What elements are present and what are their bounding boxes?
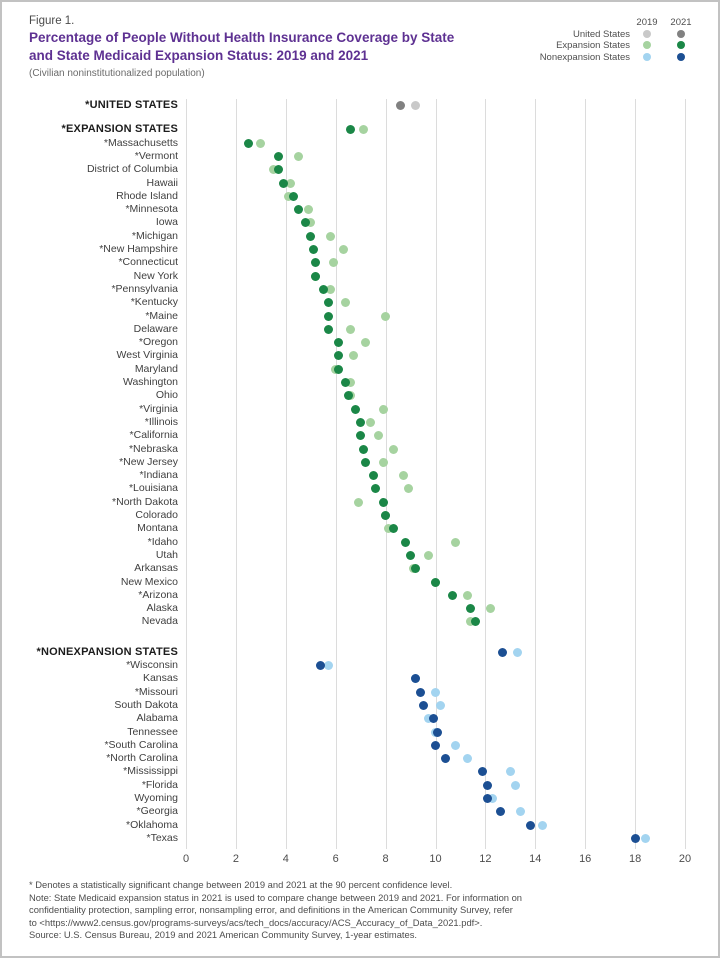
2021-dot bbox=[324, 312, 333, 321]
2019-dot bbox=[404, 484, 413, 493]
2019-dot bbox=[256, 139, 265, 148]
row-label: *Wisconsin bbox=[126, 659, 178, 671]
2021-dot bbox=[431, 741, 440, 750]
x-tick-8: 8 bbox=[382, 853, 389, 865]
2019-dot bbox=[381, 312, 390, 321]
2021-dot bbox=[289, 192, 298, 201]
state-row bbox=[22, 699, 712, 712]
2019-dot bbox=[374, 431, 383, 440]
2021-dot bbox=[441, 754, 450, 763]
2019-dot bbox=[379, 405, 388, 414]
2019-dot bbox=[516, 807, 525, 816]
row-label: *South Carolina bbox=[104, 738, 178, 751]
2019-dot bbox=[341, 298, 350, 307]
2019-dot bbox=[431, 688, 440, 697]
figure-title-line1: Percentage of People Without Health Insurance Coverage by State bbox=[29, 30, 455, 45]
2019-dot bbox=[511, 781, 520, 790]
state-row bbox=[22, 416, 712, 429]
state-row bbox=[22, 672, 712, 685]
state-row bbox=[22, 615, 712, 628]
state-row bbox=[22, 602, 712, 615]
state-row bbox=[22, 310, 712, 323]
legend-dot-cell bbox=[664, 29, 698, 41]
footnote-note-line1: Note: State Medicaid expansion status in 2021 is used to compare change between 2019 and 2021. For information on bbox=[29, 891, 523, 903]
legend-2021-dot bbox=[677, 30, 685, 38]
2021-dot bbox=[334, 351, 343, 360]
state-row bbox=[22, 832, 712, 845]
footnote-source: Source: U.S. Census Bureau, 2019 and 2021 American Community Survey, 1-year estimates. bbox=[29, 929, 418, 941]
state-row bbox=[22, 792, 712, 805]
2019-dot bbox=[354, 498, 363, 507]
row-label: *Connecticut bbox=[118, 256, 178, 269]
x-tick-14: 14 bbox=[529, 853, 542, 865]
2021-dot bbox=[526, 821, 535, 830]
2021-dot bbox=[411, 674, 420, 683]
legend-label-0: United States bbox=[572, 28, 630, 40]
row-label: *Mississippi bbox=[123, 765, 178, 778]
2021-dot bbox=[401, 538, 410, 547]
2019-dot bbox=[359, 125, 368, 134]
footnotes bbox=[29, 879, 669, 942]
row-label: Tennessee bbox=[127, 725, 178, 738]
row-label: Colorado bbox=[135, 509, 178, 521]
legend-label-2: Nonexpansion States bbox=[539, 51, 630, 63]
2021-dot bbox=[471, 617, 480, 626]
2021-dot bbox=[466, 604, 475, 613]
2021-dot bbox=[371, 484, 380, 493]
row-label: *Florida bbox=[141, 778, 178, 791]
state-row bbox=[22, 403, 712, 416]
row-label: District of Columbia bbox=[86, 163, 178, 176]
state-row bbox=[22, 739, 712, 752]
row-label: New York bbox=[133, 269, 178, 282]
legend-dot-cell bbox=[664, 52, 698, 64]
chart bbox=[22, 99, 712, 889]
state-row bbox=[22, 230, 712, 243]
2021-dot bbox=[431, 578, 440, 587]
2019-dot bbox=[366, 418, 375, 427]
state-row bbox=[22, 270, 712, 283]
state-row bbox=[22, 686, 712, 699]
2021-dot bbox=[433, 728, 442, 737]
2021-dot bbox=[429, 714, 438, 723]
figure-title-line2: and State Medicaid Expansion Status: 2019 and 2021 bbox=[29, 48, 369, 63]
state-row bbox=[22, 296, 712, 309]
x-tick-10: 10 bbox=[429, 853, 442, 865]
state-row bbox=[22, 203, 712, 216]
state-row bbox=[22, 765, 712, 778]
2021-dot bbox=[483, 781, 492, 790]
state-row bbox=[22, 536, 712, 549]
row-label: *Indiana bbox=[139, 469, 178, 482]
section-row bbox=[22, 123, 712, 136]
2019-dot bbox=[339, 245, 348, 254]
row-label: Maryland bbox=[134, 362, 178, 375]
2019-dot bbox=[486, 604, 495, 613]
2021-dot bbox=[279, 179, 288, 188]
2021-dot bbox=[346, 125, 355, 134]
2021-dot bbox=[406, 551, 415, 560]
row-label: *Minnesota bbox=[125, 203, 178, 216]
state-row bbox=[22, 216, 712, 229]
2019-dot bbox=[424, 551, 433, 560]
footnote-note-line2: confidentiality protection, sampling error, nonsampling error, and definitions in the American Community Survey, refer bbox=[29, 904, 513, 916]
state-row bbox=[22, 659, 712, 672]
2021-dot bbox=[381, 511, 390, 520]
legend-dot-cell bbox=[630, 52, 664, 64]
state-row bbox=[22, 589, 712, 602]
row-label: *Texas bbox=[146, 831, 178, 844]
row-label: *New Hampshire bbox=[99, 243, 178, 255]
2021-dot bbox=[396, 101, 405, 110]
state-row bbox=[22, 562, 712, 575]
state-row bbox=[22, 376, 712, 389]
state-row bbox=[22, 137, 712, 150]
state-row bbox=[22, 522, 712, 535]
row-label: *Maine bbox=[145, 309, 178, 322]
row-label: *EXPANSION STATES bbox=[61, 123, 178, 136]
row-label: *Missouri bbox=[134, 685, 178, 698]
2021-dot bbox=[356, 431, 365, 440]
row-label: *NONEXPANSION STATES bbox=[36, 645, 178, 658]
row-label: Alaska bbox=[146, 602, 178, 615]
row-label: *Georgia bbox=[136, 805, 178, 818]
2019-dot bbox=[379, 458, 388, 467]
state-row bbox=[22, 443, 712, 456]
2021-dot bbox=[319, 285, 328, 294]
row-label: *Oregon bbox=[138, 336, 178, 349]
2019-dot bbox=[538, 821, 547, 830]
2019-dot bbox=[463, 591, 472, 600]
row-label: Washington bbox=[122, 376, 178, 388]
2021-dot bbox=[411, 564, 420, 573]
2019-dot bbox=[641, 834, 650, 843]
legend-label-1: Expansion States bbox=[556, 40, 630, 51]
2019-dot bbox=[304, 205, 313, 214]
2019-dot bbox=[451, 741, 460, 750]
2021-dot bbox=[324, 298, 333, 307]
2021-dot bbox=[309, 245, 318, 254]
2021-dot bbox=[419, 701, 428, 710]
2019-dot bbox=[399, 471, 408, 480]
row-label: *California bbox=[129, 429, 178, 442]
footnote-note-line3: to <https://www2.census.gov/programs-surveys/acs/tech_docs/accuracy/ACS_Accuracy_of_Data_2021.pdf>. bbox=[29, 916, 483, 928]
legend-dot-cell bbox=[630, 29, 664, 41]
row-label: Rhode Island bbox=[116, 189, 178, 202]
row-label: *North Dakota bbox=[112, 495, 178, 508]
legend-2019-dot bbox=[643, 41, 651, 49]
x-tick-18: 18 bbox=[628, 853, 642, 865]
2019-dot bbox=[389, 445, 398, 454]
row-label: *Arizona bbox=[138, 588, 178, 601]
state-row bbox=[22, 336, 712, 349]
state-row bbox=[22, 819, 712, 832]
2021-dot bbox=[448, 591, 457, 600]
state-row bbox=[22, 349, 712, 362]
row-label: Montana bbox=[137, 522, 178, 535]
figure-subtitle: (Civilian noninstitutionalized population) bbox=[29, 68, 205, 79]
2021-dot bbox=[356, 418, 365, 427]
2019-dot bbox=[361, 338, 370, 347]
row-label: Hawaii bbox=[146, 176, 178, 189]
row-label: *Louisiana bbox=[128, 482, 178, 495]
2021-dot bbox=[416, 688, 425, 697]
2021-dot bbox=[369, 471, 378, 480]
2019-dot bbox=[294, 152, 303, 161]
2019-dot bbox=[463, 754, 472, 763]
state-row bbox=[22, 549, 712, 562]
state-row bbox=[22, 509, 712, 522]
row-label: *UNITED STATES bbox=[85, 99, 178, 111]
x-tick-2: 2 bbox=[232, 853, 239, 865]
legend bbox=[540, 17, 698, 63]
state-row bbox=[22, 243, 712, 256]
x-tick-0: 0 bbox=[182, 853, 190, 865]
2021-dot bbox=[316, 661, 325, 670]
state-row bbox=[22, 456, 712, 469]
row-label: *Nebraska bbox=[128, 442, 178, 455]
legend-2021-dot bbox=[677, 53, 685, 61]
2021-dot bbox=[324, 325, 333, 334]
section-row bbox=[22, 646, 712, 659]
row-label: *Illinois bbox=[144, 415, 178, 428]
figure-number: Figure 1. bbox=[29, 15, 75, 27]
state-row bbox=[22, 190, 712, 203]
state-row bbox=[22, 283, 712, 296]
row-label: *Massachusetts bbox=[103, 136, 178, 149]
row-label: Iowa bbox=[155, 216, 178, 229]
state-row bbox=[22, 323, 712, 336]
state-row bbox=[22, 177, 712, 190]
2019-dot bbox=[451, 538, 460, 547]
state-row bbox=[22, 496, 712, 509]
2021-dot bbox=[244, 139, 253, 148]
state-row bbox=[22, 712, 712, 725]
row-label: *Vermont bbox=[134, 149, 178, 162]
state-row bbox=[22, 256, 712, 269]
row-label: South Dakota bbox=[114, 698, 178, 711]
row-label: Ohio bbox=[155, 389, 178, 402]
2019-dot bbox=[513, 648, 522, 657]
state-row bbox=[22, 429, 712, 442]
2021-dot bbox=[389, 524, 398, 533]
legend-2021-dot bbox=[677, 41, 685, 49]
state-row bbox=[22, 726, 712, 739]
2021-dot bbox=[359, 445, 368, 454]
state-row bbox=[22, 163, 712, 176]
legend-col-2019: 2019 bbox=[636, 17, 658, 28]
2021-dot bbox=[311, 272, 320, 281]
state-row bbox=[22, 363, 712, 376]
state-row bbox=[22, 389, 712, 402]
state-row bbox=[22, 150, 712, 163]
2021-dot bbox=[351, 405, 360, 414]
2021-dot bbox=[498, 648, 507, 657]
footnote-significance: * Denotes a statistically significant change between 2019 and 2021 at the 90 percent confidence level. bbox=[29, 879, 453, 890]
row-label: *North Carolina bbox=[106, 752, 178, 765]
row-label: New Mexico bbox=[120, 575, 178, 588]
2021-dot bbox=[361, 458, 370, 467]
row-label: *Oklahoma bbox=[126, 818, 178, 831]
x-tick-20: 20 bbox=[678, 853, 692, 865]
x-tick-16: 16 bbox=[579, 853, 592, 865]
row-label: Utah bbox=[155, 548, 178, 561]
state-row bbox=[22, 469, 712, 482]
2021-dot bbox=[334, 365, 343, 374]
row-label: *New Jersey bbox=[119, 455, 178, 468]
2021-dot bbox=[631, 834, 640, 843]
legend-col-2021: 2021 bbox=[670, 17, 692, 28]
2021-dot bbox=[496, 807, 505, 816]
2019-dot bbox=[411, 101, 420, 110]
state-row bbox=[22, 805, 712, 818]
row-label: Nevada bbox=[141, 615, 178, 628]
legend-dot-cell bbox=[630, 40, 664, 52]
2021-dot bbox=[334, 338, 343, 347]
2019-dot bbox=[346, 325, 355, 334]
row-label: *Kentucky bbox=[130, 296, 178, 309]
2021-dot bbox=[478, 767, 487, 776]
section-row bbox=[22, 99, 712, 112]
2021-dot bbox=[311, 258, 320, 267]
2019-dot bbox=[506, 767, 515, 776]
2021-dot bbox=[294, 205, 303, 214]
state-row bbox=[22, 752, 712, 765]
2019-dot bbox=[349, 351, 358, 360]
legend-dot-cell bbox=[664, 40, 698, 52]
state-row bbox=[22, 482, 712, 495]
row-label: Delaware bbox=[133, 322, 178, 335]
state-row bbox=[22, 576, 712, 589]
row-label: *Pennsylvania bbox=[111, 282, 178, 295]
2019-dot bbox=[329, 258, 338, 267]
x-tick-12: 12 bbox=[479, 853, 492, 865]
row-label: West Virginia bbox=[116, 349, 178, 362]
state-row bbox=[22, 779, 712, 792]
row-label: *Michigan bbox=[131, 229, 178, 242]
row-label: Arkansas bbox=[134, 562, 178, 575]
row-label: *Virginia bbox=[139, 402, 178, 415]
2021-dot bbox=[306, 232, 315, 241]
2019-dot bbox=[436, 701, 445, 710]
figure-title bbox=[29, 29, 574, 65]
2019-dot bbox=[326, 232, 335, 241]
row-label: Wyoming bbox=[134, 792, 178, 804]
x-tick-4: 4 bbox=[282, 853, 289, 865]
2019-dot bbox=[324, 661, 333, 670]
2021-dot bbox=[274, 165, 283, 174]
row-label: *Idaho bbox=[147, 535, 178, 548]
x-tick-6: 6 bbox=[332, 853, 339, 865]
row-label: Kansas bbox=[142, 672, 178, 685]
2021-dot bbox=[379, 498, 388, 507]
legend-2019-dot bbox=[643, 30, 651, 38]
2021-dot bbox=[274, 152, 283, 161]
legend-2019-dot bbox=[643, 53, 651, 61]
row-label: Alabama bbox=[136, 712, 178, 725]
